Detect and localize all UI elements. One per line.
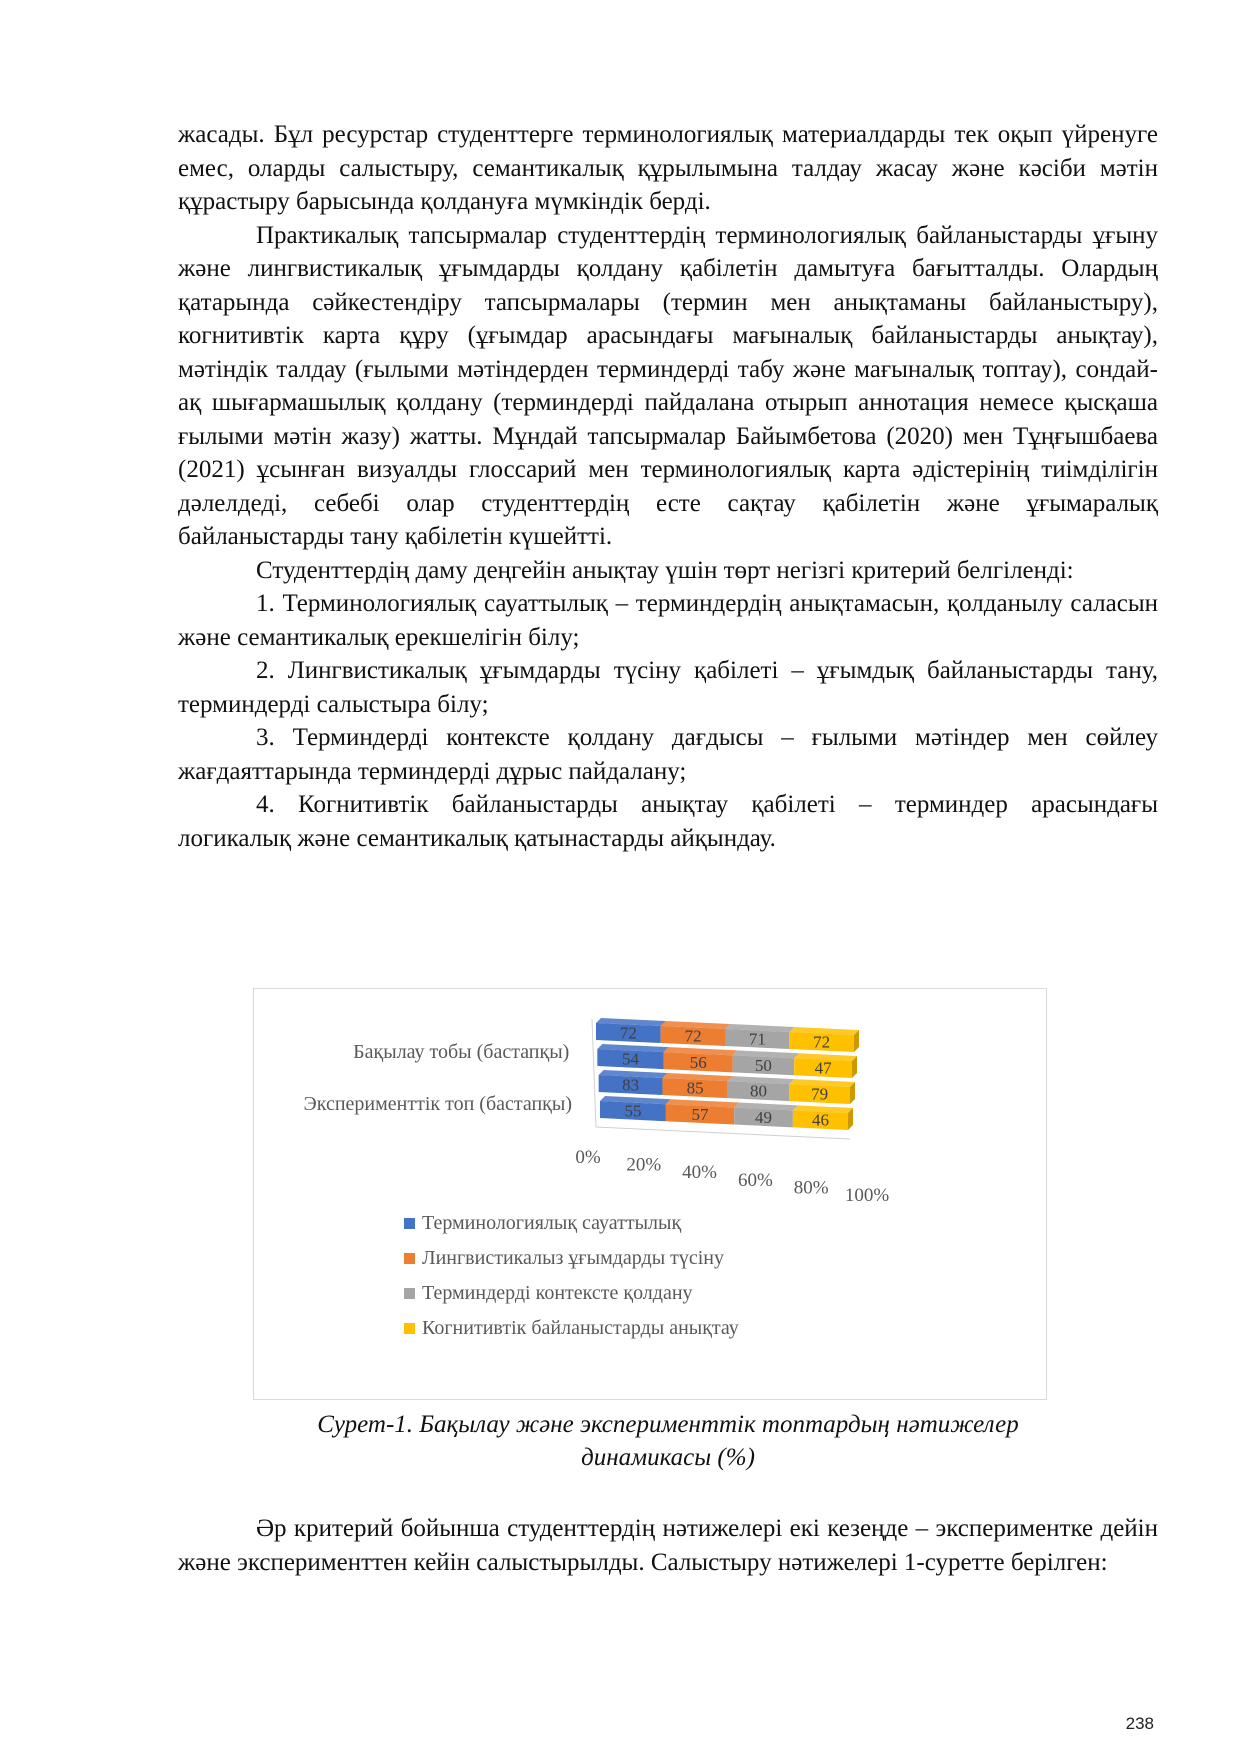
data-label: 79 xyxy=(811,1084,829,1104)
list-item: 3. Терминдерді контексте қолдану дағдысы – ғылыми мәтіндер мен сөйлеу жағдаяттарында терминдерді дұрыс пайдалану; xyxy=(178,724,1158,785)
legend-swatch xyxy=(404,1323,415,1334)
data-label: 50 xyxy=(754,1055,772,1075)
data-label: 72 xyxy=(813,1032,831,1052)
paragraph: Практикалық тапсырмалар студенттердің терминологиялық байланыстарды ұғыну және лингвистикалық ұғымдарды қолдану қабілетін дамытуға бағытталды. Олардың қатарында сәйкестендіру тапсырмалары (термин мен анықтаманы байланыстыру), когнитивтік карта құру (ұғымдар арасындағы мағыналық байланыстарды анықтау), мәтіндік талдау (ғылыми мәтіндерден терминдерді табу және мағыналық топтау), сондай-ақ шығармашылық қолдану (терминдерді пайдалана отырып аннотация немесе қысқаша ғылыми мәтін жазу) жатты. Мұндай тапсырмалар Байымбетова (2020) мен Тұңғышбаева (2021) ұсынған визуалды глоссарий мен терминологиялық карта әдістерінің тиімділігін дәлелдеді, себебі олар студенттердің есте сақтау қабілетін және ұғымаралық байланыстарды тану қабілетін күшейтті. xyxy=(178,221,1158,550)
legend-swatch xyxy=(404,1288,415,1299)
data-label: 83 xyxy=(622,1075,640,1095)
legend-entry: Лингвистикалыз ұғымдарды түсіну xyxy=(422,1247,725,1269)
legend-swatch xyxy=(404,1218,415,1229)
data-label: 55 xyxy=(624,1101,642,1121)
data-label: 49 xyxy=(755,1107,773,1127)
data-label: 85 xyxy=(686,1078,704,1098)
data-label: 71 xyxy=(748,1029,766,1049)
x-tick-label: 20% xyxy=(626,1154,662,1176)
legend-entry: Терминдерді контексте қолдану xyxy=(422,1282,693,1304)
category-label: Бақылау тобы (бастапқы) xyxy=(353,1041,570,1063)
list-item: 4. Когнитивтік байланыстарды анықтау қабілеті – терминдер арасындағы логикалық және семантикалық қатынастарды айқындау. xyxy=(178,791,1158,852)
data-label: 46 xyxy=(811,1110,829,1130)
legend-swatch xyxy=(404,1253,415,1264)
x-tick-label: 0% xyxy=(575,1147,601,1168)
data-label: 72 xyxy=(619,1023,637,1043)
body-text xyxy=(178,118,1158,855)
data-label: 57 xyxy=(691,1104,709,1124)
x-tick-label: 100% xyxy=(844,1185,890,1206)
data-label: 80 xyxy=(750,1081,768,1101)
paragraph: Әр критерий бойынша студенттердің нәтижелері екі кезеңде – экспериментке дейін және эксперименттен кейін салыстырылды. Салыстыру нәтижелері 1-суретте берілген: xyxy=(178,1515,1158,1576)
list-item: 2. Лингвистикалық ұғымдарды түсіну қабілеті – ұғымдық байланыстарды тану, терминдерді салыстыра білу; xyxy=(178,657,1158,718)
stacked-bar-chart xyxy=(254,989,1046,1399)
chart-frame xyxy=(253,988,1047,1400)
x-tick-label: 60% xyxy=(737,1169,773,1191)
legend-entry: Когнитивтік байланыстарды анықтау xyxy=(422,1317,739,1339)
page-number: 238 xyxy=(1125,1714,1154,1733)
closing-text xyxy=(178,1512,1158,1579)
legend-entry: Терминологиялық сауаттылық xyxy=(422,1212,682,1234)
data-label: 47 xyxy=(814,1058,832,1078)
data-label: 56 xyxy=(689,1052,707,1072)
figure-caption xyxy=(178,1408,1158,1474)
caption-line: Сурет-1. Бақылау және эксперименттік топтардың нәтижелер xyxy=(317,1411,1019,1438)
paragraph: Студенттердің даму деңгейін анықтау үшін төрт негізгі критерий белгіленді: xyxy=(256,556,1074,584)
data-label: 54 xyxy=(622,1049,640,1069)
x-tick-label: 40% xyxy=(682,1162,718,1184)
paragraph: жасады. Бұл ресурстар студенттерге терминологиялық материалдарды тек оқып үйренуге емес, оларды салыстыру, семантикалық құрылымына талдау жасау және кәсіби мәтін құрастыру барысында қолдануға мүмкіндік берді. xyxy=(178,121,1158,215)
x-tick-label: 80% xyxy=(793,1177,829,1199)
data-label: 72 xyxy=(684,1026,702,1046)
caption-line: динамикасы (%) xyxy=(581,1444,755,1471)
category-label: Эксперименттік топ (бастапқы) xyxy=(303,1093,572,1115)
list-item: 1. Терминологиялық сауаттылық – терминдердің анықтамасын, қолданылу саласын және семантикалық ерекшелігін білу; xyxy=(178,590,1158,651)
